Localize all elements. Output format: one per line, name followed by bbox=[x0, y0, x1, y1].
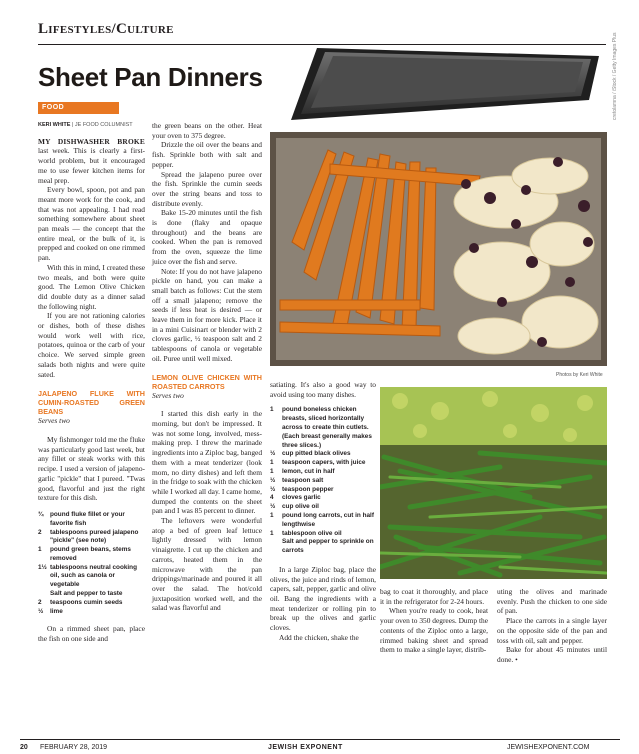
ingredient-quantity: 1 bbox=[270, 529, 274, 537]
paragraph: Bake 15-20 minutes until the fish is done (flaky and opaque throughout) and the beans are cooked. When the pan is removed from the oven, squeeze the lime juice over the fish and serve. bbox=[152, 208, 262, 266]
ingredient-text: Salt and pepper to taste bbox=[50, 590, 123, 598]
ingredient-row bbox=[38, 599, 145, 608]
ingredient-text: cup olive oil bbox=[282, 503, 319, 511]
paragraph: My fishmonger told me the fluke was particularly good last week, but any fillet or steak works with this recipe. I used a version of jalapeno-garlic "pickle" that I pureed. "Twas good, flavorful and just the right texture for this dish. bbox=[38, 434, 145, 503]
ingredient-quantity: 1 bbox=[270, 511, 274, 519]
ingredient-text: teaspoon pepper bbox=[282, 485, 334, 493]
paragraph: the green beans on the other. Heat your oven to 375 degree. bbox=[152, 121, 262, 140]
paragraph bbox=[497, 645, 607, 664]
ingredient-text: tablespoons neutral cooking oil, such as canola or vegetable bbox=[50, 563, 137, 589]
recipe-serves: Serves two bbox=[38, 416, 70, 426]
paragraph: In a large Ziploc bag, place the olives, the juice and rinds of lemon, capers, salt, pepper, garlic and olive oil. Bang the ingredients with a meat tenderizer or rolling pin to break up the olives and garlic cloves. bbox=[270, 564, 377, 633]
ingredient-quantity: 1 bbox=[270, 467, 274, 475]
ingredient-text: teaspoon salt bbox=[282, 476, 324, 484]
end-mark: • bbox=[515, 654, 518, 664]
website-url: JEWISHEXPONENT.COM bbox=[507, 744, 590, 751]
paragraph: Spread the jalapeno puree over the fish. Sprinkle the cumin seeds over the string beans and toss to distribute evenly. bbox=[152, 169, 262, 208]
ingredient-list bbox=[270, 406, 376, 556]
ingredient-quantity: ¾ bbox=[38, 510, 44, 518]
section-header: Lifestyles/Culture bbox=[38, 21, 174, 37]
intro-text: last week. This is clearly a first-world problem, but it encouraged me to use fewer kitchen items for meal prep. bbox=[38, 146, 145, 185]
ingredient-row bbox=[270, 468, 376, 477]
ingredient-text: lime bbox=[50, 607, 63, 615]
paragraph: Place the carrots in a single layer on the opposite side of the pan and toss with oil, salt and pepper. bbox=[497, 616, 607, 645]
ingredient-quantity: ½ bbox=[270, 450, 276, 458]
ingredient-text: lemon, cut in half bbox=[282, 467, 335, 475]
column-1 bbox=[38, 121, 145, 644]
ingredient-quantity: 1 bbox=[38, 546, 42, 554]
ingredient-quantity: 1½ bbox=[38, 563, 47, 571]
ingredient-text: cup pitted black olives bbox=[282, 450, 351, 458]
category-tag: FOOD bbox=[38, 102, 119, 114]
lead-in: MY DISHWASHER BROKE bbox=[38, 136, 145, 146]
ingredient-row bbox=[270, 530, 376, 539]
ingredient-row bbox=[270, 538, 376, 556]
paragraph: Add the chicken, shake the bbox=[279, 632, 359, 642]
ingredient-quantity: 1 bbox=[270, 406, 274, 414]
ingredient-quantity: 1 bbox=[270, 459, 274, 467]
ingredient-row bbox=[270, 450, 376, 459]
ingredient-row bbox=[38, 529, 145, 547]
ingredient-row bbox=[270, 459, 376, 468]
column-4 bbox=[380, 587, 488, 655]
author-name: KERI WHITE bbox=[38, 122, 71, 128]
ingredient-row bbox=[270, 477, 376, 486]
ingredient-row bbox=[38, 546, 145, 564]
paragraph: I started this dish early in the morning, but don't be impressed. It was not some long, involved, mess-making prep. I threw the marinade ingredients into a Ziploc bag, banged them with a meat tenderizer (look mom, no dirty dishes) and left them in the fridge to soak with the chicken while I worked all day. I came home, dumped the contents on the sheet pan and I was 85 percent to dinner. bbox=[152, 409, 263, 516]
ingredient-quantity: ½ bbox=[270, 503, 276, 511]
column-2 bbox=[152, 121, 262, 613]
recipe-title: LEMON OLIVE CHICKEN WITH ROASTED CARROTS bbox=[152, 372, 262, 391]
byline bbox=[38, 121, 145, 131]
paragraph: Every bowl, spoon, pot and pan meant more work for the cook, and that was not appealing. I had read something somewhere about sheet pan meals — the concept that the entire meal, or the bulk of it, is prepped and cooked on one rimmed pan. bbox=[38, 185, 145, 263]
ingredient-text: teaspoons cumin seeds bbox=[50, 598, 123, 606]
paragraph: satiating. It's also a good way to avoid using too many dishes. bbox=[270, 380, 376, 399]
sheet-pan-image bbox=[285, 42, 603, 124]
final-sentence: Bake for about 45 minutes until done. bbox=[497, 645, 607, 664]
ingredient-text: Salt and pepper to sprinkle on carrots bbox=[282, 538, 374, 555]
publication-name: JEWISH EXPONENT bbox=[268, 744, 343, 751]
ingredient-text: cloves garlic bbox=[282, 494, 321, 502]
ingredient-text: tablespoon olive oil bbox=[282, 529, 342, 537]
fish-green-beans-photo bbox=[380, 387, 607, 579]
ingredient-row bbox=[270, 406, 376, 450]
recipe-title: JALAPENO FLUKE WITH CUMIN-ROASTED GREEN BEANS bbox=[38, 389, 145, 417]
photo-credit: Photos by Keri White bbox=[556, 372, 603, 378]
ingredient-row bbox=[270, 494, 376, 503]
paragraph: Drizzle the oil over the beans and fish. Sprinkle both with salt and pepper. bbox=[152, 140, 262, 169]
author-role: | JE FOOD COLUMNIST bbox=[71, 122, 133, 128]
paragraph: With this in mind, I created these two meals, and both were quite good. The Lemon Olive Chicken did double duty as a dinner salad the following night. bbox=[38, 262, 146, 311]
ingredient-row bbox=[270, 503, 376, 512]
ingredient-row bbox=[270, 512, 376, 530]
ingredient-row bbox=[38, 590, 145, 599]
ingredient-text: pound green beans, stems removed bbox=[50, 546, 131, 562]
ingredient-quantity: 2 bbox=[38, 528, 42, 536]
ingredient-quantity: ½ bbox=[38, 607, 44, 615]
footer-rule bbox=[20, 739, 620, 740]
ingredient-list bbox=[38, 511, 145, 617]
ingredient-row bbox=[270, 486, 376, 495]
paragraph: bag to coat it thoroughly, and place it in the refrigerator for 2-24 hours. bbox=[380, 587, 488, 606]
intro-paragraph bbox=[38, 137, 145, 186]
ingredient-quantity bbox=[270, 538, 282, 556]
chicken-carrots-photo bbox=[270, 132, 607, 366]
paragraph: The leftovers were wonderful atop a bed of green leaf lettuce lightly dressed with lemon vinaigrette. I cut up the chicken and carrots, heated them in the microwave with the pan drippings/marinade and poured it all over the salad. The hot/cold juxtaposition worked well, and the salad was flavorful and bbox=[152, 516, 262, 613]
paragraph: On a rimmed sheet pan, place the fish on one side and bbox=[38, 624, 145, 644]
image-credit-vertical: cretolamna / iStock / Getty Images Plus bbox=[612, 32, 618, 120]
ingredient-quantity: 4 bbox=[270, 494, 274, 502]
ingredient-text: pound boneless chicken breasts, sliced horizontally across to create thin cutlets. (Each breast generally makes three slices.) bbox=[282, 406, 372, 449]
article-title: Sheet Pan Dinners bbox=[38, 62, 263, 92]
ingredient-row bbox=[38, 608, 145, 617]
paragraph: When you're ready to cook, heat your oven to 350 degrees. Dump the contents of the Ziploc onto a large, rimmed baking sheet and spread them to make a single layer, distrib- bbox=[380, 606, 488, 655]
recipe-serves: Serves two bbox=[152, 390, 184, 400]
ingredient-text: pound long carrots, cut in half lengthwise bbox=[282, 511, 374, 528]
ingredient-text: pound fluke fillet or your favorite fish bbox=[50, 510, 125, 527]
ingredient-text: teaspoon capers, with juice bbox=[282, 459, 366, 467]
ingredient-quantity bbox=[38, 590, 50, 599]
page-number: 20 bbox=[20, 744, 28, 751]
ingredient-quantity: 2 bbox=[38, 598, 42, 606]
ingredient-quantity: ½ bbox=[270, 476, 276, 484]
column-3 bbox=[270, 380, 376, 643]
issue-date: FEBRUARY 28, 2019 bbox=[40, 744, 108, 751]
paragraph: If you are not rationing calories or dishes, both of these dishes would work well with rice, potatoes, quinoa or the carb of your choice. We served simple green salads both nights and were quite sated. bbox=[38, 311, 145, 379]
paragraph: Note: If you do not have jalapeno pickle on hand, you can make a small batch as follows: Cut the stem off a small jalapeno; remove the seeds if less heat is desired — or leave them in for more kick. Place it in a mini Cuisinart or blender with 2 cloves garlic, ½ teaspoon salt and 2 tablespoons of canola or vegetable oil. Puree until well mixed. bbox=[152, 266, 262, 363]
ingredient-row bbox=[38, 564, 145, 590]
column-5 bbox=[497, 587, 607, 665]
ingredient-quantity: ½ bbox=[270, 485, 276, 493]
paragraph: uting the olives and marinade evenly. Push the chicken to one side of pan. bbox=[497, 587, 607, 616]
ingredient-text: tablespoons pureed jalapeno "pickle" (see note) bbox=[50, 528, 139, 545]
ingredient-row bbox=[38, 511, 145, 529]
